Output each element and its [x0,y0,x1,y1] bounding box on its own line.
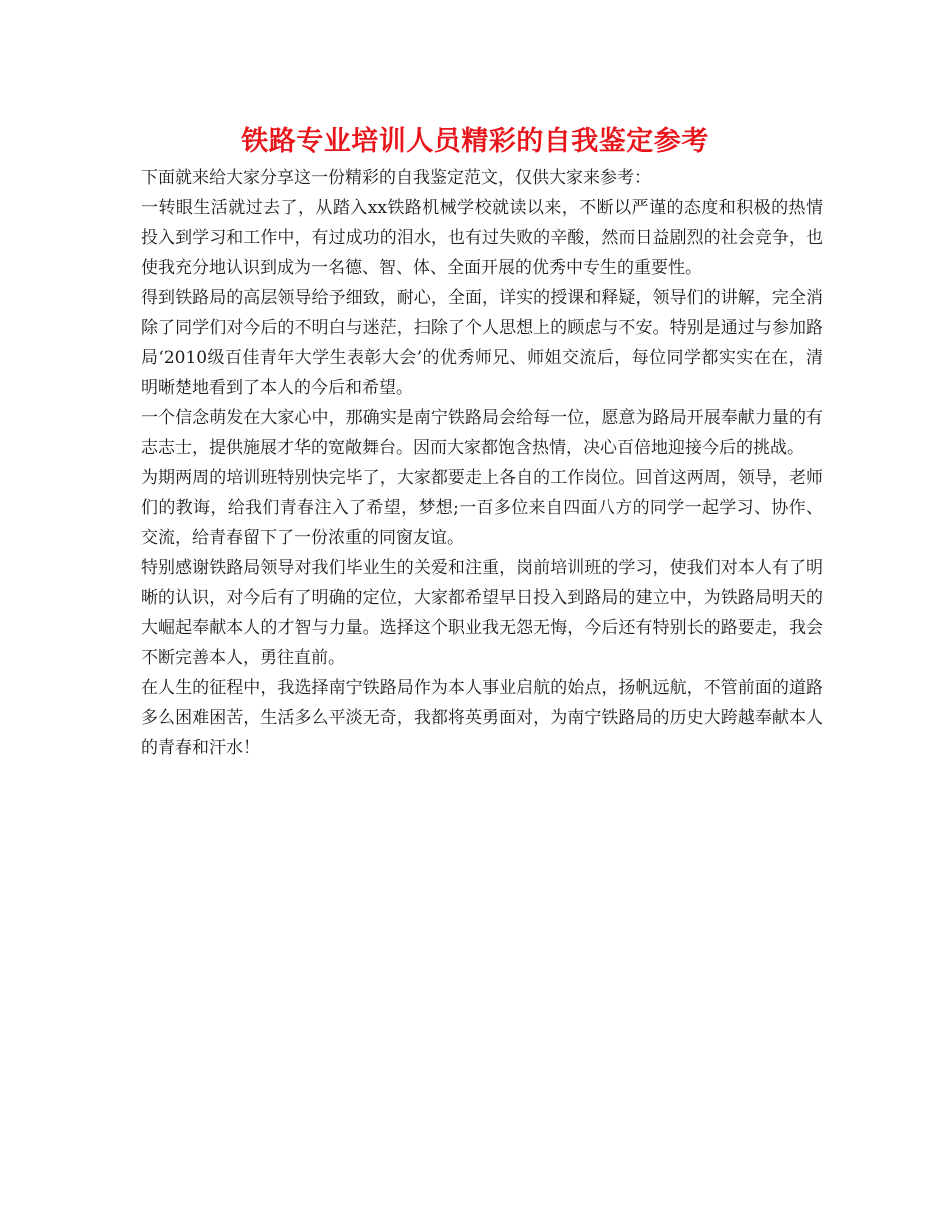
document-body [141,163,823,763]
paragraph-conclusion: 在人生的征程中，我选择南宁铁路局作为本人事业启航的始点，扬帆远航，不管前面的道路多么困难困苦，生活多么平淡无奇，我都将英勇面对，为南宁铁路局的历史大跨越奉献本人的青春和汗水！ [141,678,823,758]
paragraph-training: 为期两周的培训班特别快完毕了，大家都要走上各自的工作岗位。回首这两周，领导，老师们的教诲，给我们青春注入了希望，梦想;一百多位来自四面八方的同学一起学习、协作、交流，给青春留下了一份浓重的同窗友谊。 [141,468,823,548]
document-title: 铁路专业培训人员精彩的自我鉴定参考 [241,126,709,157]
paragraph-thanks: 特别感谢铁路局领导对我们毕业生的关爱和注重，岗前培训班的学习，使我们对本人有了明晰的认识，对今后有了明确的定位，大家都希望早日投入到路局的建立中，为铁路局明天的大崛起奉献本人的才智与力量。选择这个职业我无怨无悔，今后还有特别长的路要走，我会不断完善本人，勇往直前。 [141,558,823,668]
paragraph-leadership: 得到铁路局的高层领导给予细致，耐心，全面，详实的授课和释疑，领导们的讲解，完全消除了同学们对今后的不明白与迷茫，扫除了个人思想上的顾虑与不安。特别是通过与参加路局‘2010级百佳青年大学生表彰大会’的优秀师兄、师姐交流后，每位同学都实实在在，清明晰楚地看到了本人的今后和希望。 [141,288,823,398]
intro-paragraph: 下面就来给大家分享这一份精彩的自我鉴定范文，仅供大家来参考： [141,168,651,188]
paragraph-school: 一转眼生活就过去了，从踏入xx铁路机械学校就读以来，不断以严谨的态度和积极的热情投入到学习和工作中，有过成功的泪水，也有过失败的辛酸，然而日益剧烈的社会竞争，也使我充分地认识到成为一名德、智、体、全面开展的优秀中专生的重要性。 [141,198,823,278]
paragraph-belief: 一个信念萌发在大家心中，那确实是南宁铁路局会给每一位，愿意为路局开展奉献力量的有志志士，提供施展才华的宽敞舞台。因而大家都饱含热情，决心百倍地迎接今后的挑战。 [141,408,823,458]
